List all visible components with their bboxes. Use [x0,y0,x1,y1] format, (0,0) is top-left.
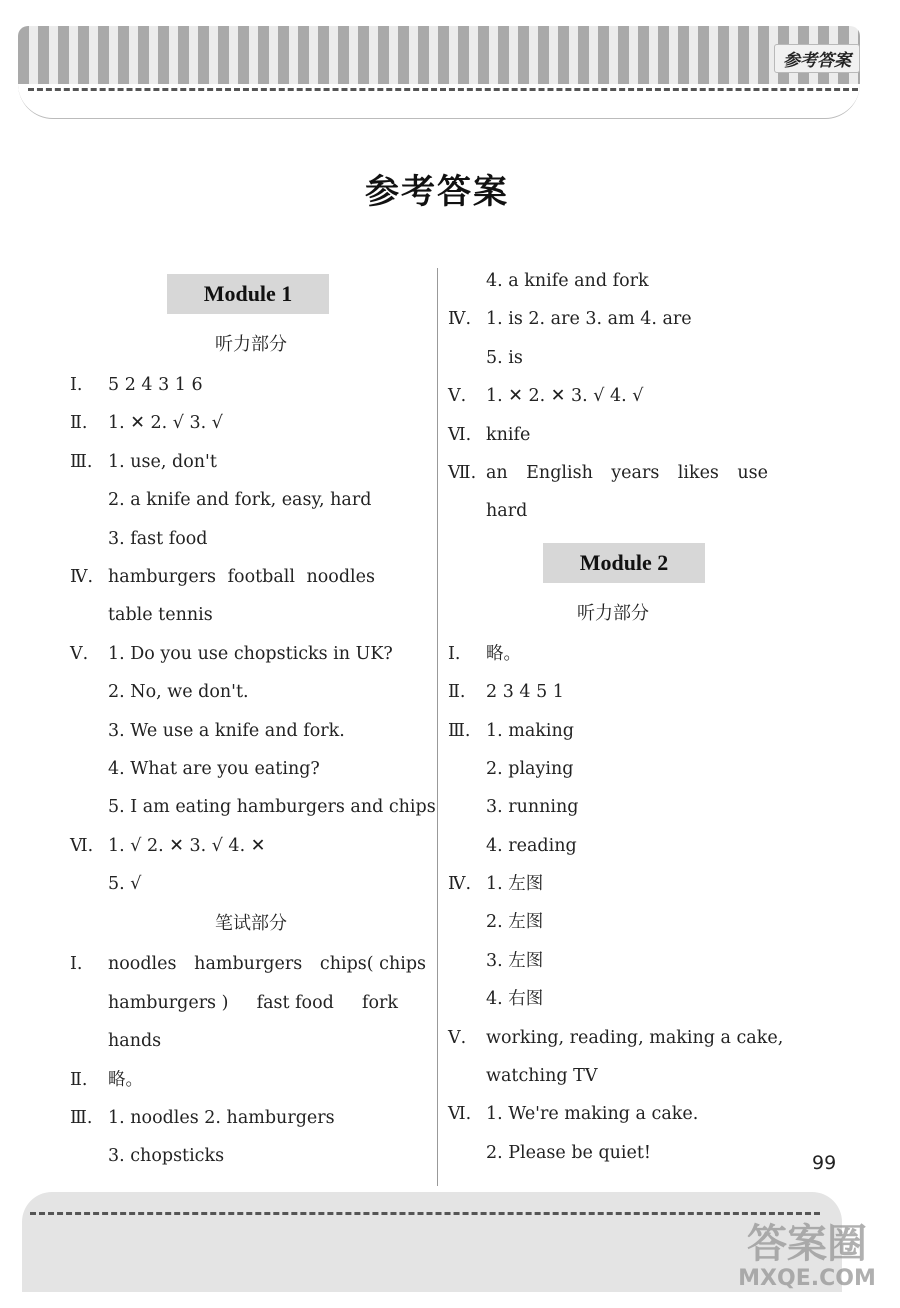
answer-line: 5. √ [108,874,142,895]
column-divider [437,268,438,1186]
answer-line [70,366,432,404]
header-stripe-band [18,26,860,84]
answer-text: 5 2 4 3 1 6 [108,375,203,395]
answer-line [70,558,432,596]
answer-line: 4. reading [486,835,577,856]
answer-text: 1. ✕ 2. √ 3. √ [108,413,223,434]
answer-line: 4. What are you eating? [108,758,320,779]
answer-line: table tennis [108,605,213,626]
answer-word: use [737,462,768,483]
answer-line: 4. a knife and fork [486,271,649,291]
answer-text: 1. √ 2. ✕ 3. √ 4. ✕ [108,835,266,856]
answer-line [448,377,778,415]
answer-line: hard [486,501,528,522]
module-1-heading: Module 1 [167,274,329,314]
answer-text: 1. We're making a cake. [486,1104,699,1125]
answer-line [70,404,432,442]
roman-numeral: Ⅱ. [70,1069,88,1090]
roman-numeral: Ⅵ. [448,424,472,445]
listening-section-heading: 听力部分 [215,334,287,355]
answer-text: 1. making [486,720,574,741]
answer-text: 1. use, don't [108,451,217,472]
answer-line: 2. 左图 [486,912,544,933]
answer-word: hamburgers [194,954,303,975]
roman-numeral: Ⅲ. [70,451,93,472]
answer-line: 5. I am eating hamburgers and chips [108,797,436,818]
answer-text: 1. 左图 [486,874,544,895]
roman-numeral: Ⅳ. [448,874,472,895]
page-title: 参考答案 [365,172,509,212]
roman-numeral: Ⅴ. [448,386,467,407]
listening-section-heading: 听力部分 [577,602,649,624]
answer-line [448,1095,778,1133]
answer-line [70,635,432,673]
answer-word: English [526,462,593,483]
roman-numeral: Ⅴ. [70,643,89,664]
watermark-logo [722,1222,892,1292]
answer-line: 3. 左图 [486,950,544,971]
answer-word: fast food [256,992,334,1013]
left-column [70,262,436,1176]
answer-line [70,1099,432,1137]
answer-line [70,984,432,1022]
right-column [448,262,784,1172]
module-2-heading: Module 2 [543,543,705,583]
answer-line: 3. chopsticks [108,1146,225,1167]
answer-text: 1. Do you use chopsticks in UK? [108,643,393,664]
roman-numeral: Ⅶ. [448,462,477,483]
answer-text: 1. ✕ 2. ✕ 3. √ 4. √ [486,386,644,407]
answer-line [448,673,778,711]
answer-line: 5. is [486,347,523,368]
answer-text: 2 3 4 5 1 [486,682,564,703]
answer-line: hands [108,1031,162,1052]
answer-line: 4. 右图 [486,989,544,1010]
page-number: 99 [812,1152,837,1174]
answer-line [70,1061,432,1099]
answer-line: 2. a knife and fork, easy, hard [108,490,372,511]
answer-line [448,635,778,673]
roman-numeral: Ⅲ. [448,720,471,741]
answer-line [448,416,778,454]
answer-text: working, reading, making a cake, [486,1027,784,1048]
answer-line [70,945,432,983]
answer-line [448,454,778,492]
answer-line: 2. No, we don't. [108,682,249,703]
answer-line: 3. We use a knife and fork. [108,720,345,741]
answer-word: likes [677,462,719,483]
watermark-url: MXQE.COM [738,1266,876,1291]
roman-numeral: Ⅵ. [70,835,94,856]
answer-word: chips( chips [319,954,426,975]
answer-word: hamburgers [108,566,217,587]
answer-word: hamburgers ) [108,992,229,1013]
answer-word: football [227,566,295,587]
answer-line: 3. running [486,797,579,818]
answer-word: fork [362,992,398,1013]
footer-band [22,1192,842,1292]
answer-word: noodles [108,954,177,975]
writing-section-heading: 笔试部分 [215,913,287,935]
answer-line: 2. playing [486,758,574,779]
roman-numeral: Ⅱ. [448,682,466,703]
answer-text: 略。 [108,1069,143,1090]
roman-numeral: Ⅲ. [70,1108,93,1129]
answer-line [448,300,778,338]
roman-numeral: Ⅰ. [70,954,83,975]
roman-numeral: Ⅵ. [448,1104,472,1125]
roman-numeral: Ⅳ. [70,566,94,587]
answer-text: 1. noodles 2. hamburgers [108,1108,335,1129]
answer-line: 2. Please be quiet! [486,1142,651,1163]
roman-numeral: Ⅰ. [70,375,83,395]
answer-word: an [486,462,508,483]
answer-text: 略。 [486,643,521,664]
answer-text: knife [486,424,531,445]
roman-numeral: Ⅱ. [70,413,88,434]
answer-line: 3. fast food [108,528,208,549]
header-dashed-line [28,88,858,91]
answer-word: noodles [306,566,375,587]
answer-line [70,827,432,865]
answer-line [448,712,778,750]
header-badge: 参考答案 [774,44,860,73]
roman-numeral: Ⅴ. [448,1027,467,1048]
answer-line [448,1019,784,1057]
footer-dashed-line [30,1212,820,1215]
answer-line [70,443,432,481]
answer-text: 1. is 2. are 3. am 4. are [486,309,692,330]
answer-line [448,865,778,903]
roman-numeral: Ⅰ. [448,643,461,664]
answer-word: years [611,462,660,483]
roman-numeral: Ⅳ. [448,309,472,330]
answer-line: watching TV [486,1066,598,1087]
watermark-text: 答案圈 [747,1221,867,1267]
